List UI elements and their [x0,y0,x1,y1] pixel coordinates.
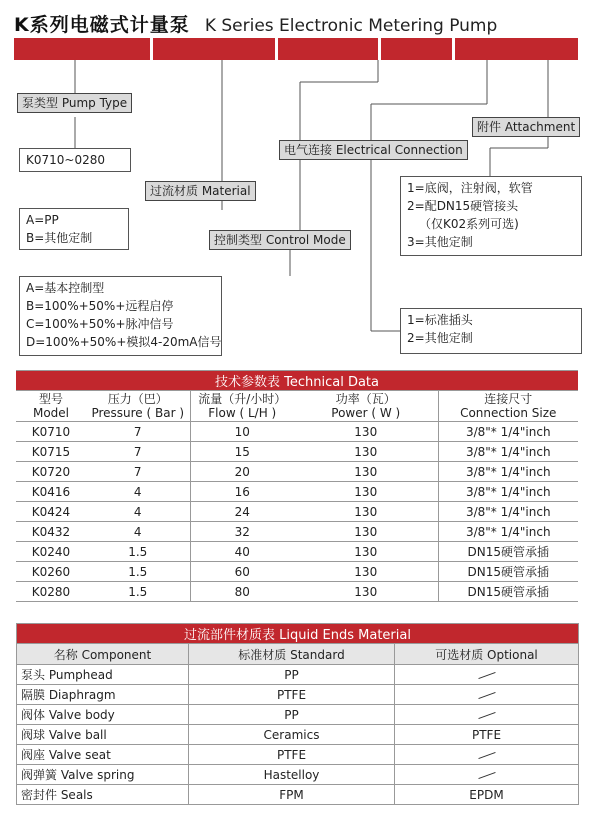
title-zh: K系列电磁式计量泵 [14,14,190,36]
attachment-options [400,176,582,256]
material-option: B=其他定制 [26,231,93,245]
material-option: A=PP [26,213,59,227]
table-row: K0240 1.5 40 130 DN15硬管承插 [16,542,578,562]
table-row: K0260 1.5 60 130 DN15硬管承插 [16,562,578,582]
table-row: K0720 7 20 130 3/8"* 1/4"inch [16,462,578,482]
control-mode-options [19,276,222,356]
column-header: 流量（升/小时） Flow ( L/H ) [190,391,294,422]
control-mode-option: C=100%+50%+脉冲信号 [26,317,174,331]
electrical-label: 电气连接 Electrical Connection [279,140,468,160]
material-table-caption: 过流部件材质表 Liquid Ends Material [17,624,579,644]
attachment-option: 1=底阀，注射阀，软管 [407,181,533,195]
attachment-option: 2=配DN15硬管接头 [407,199,519,213]
not-applicable-slash [395,685,579,705]
electrical-options [400,308,582,354]
table-row: 密封件 Seals FPM EPDM [17,785,579,805]
column-header: 连接尺寸 Connection Size [438,391,578,422]
control-mode-label: 控制类型 Control Mode [209,230,351,250]
table-row: K0424 4 24 130 3/8"* 1/4"inch [16,502,578,522]
table-row: K0715 7 15 130 3/8"* 1/4"inch [16,442,578,462]
control-mode-option: D=100%+50%+模拟4-20mA信号 [26,335,222,349]
attachment-option: （仅K02系列可选) [419,217,519,231]
title-en: K Series Electronic Metering Pump [204,16,498,36]
table-row: 阀体 Valve body PP [17,705,579,725]
material-label: 过流材质 Material [145,181,256,201]
attachment-option: 3=其他定制 [407,235,473,249]
column-header: 型号 Model [16,391,86,422]
column-header: 压力（巴） Pressure ( Bar ) [86,391,190,422]
technical-data-table [16,370,578,602]
technical-data-caption: 技术参数表 Technical Data [16,371,578,391]
column-header: 可选材质 Optional [395,644,579,665]
control-mode-option: B=100%+50%+远程启停 [26,299,174,313]
table-row: K0432 4 32 130 3/8"* 1/4"inch [16,522,578,542]
electrical-option: 1=标准插头 [407,313,473,327]
attachment-label: 附件 Attachment [472,117,580,137]
not-applicable-slash [395,665,579,685]
pump-type-options [19,148,131,172]
table-row: 阀弹簧 Valve spring Hastelloy [17,765,579,785]
table-row: 泵头 Pumphead PP [17,665,579,685]
control-mode-option: A=基本控制型 [26,281,105,295]
table-row: K0710 7 10 130 3/8"* 1/4"inch [16,422,578,442]
not-applicable-slash [395,765,579,785]
liquid-ends-material-table [16,623,579,805]
pump-type-label: 泵类型 Pump Type [17,93,132,113]
column-header: 功率（瓦） Power ( W ) [294,391,438,422]
table-row: 阀球 Valve ball Ceramics PTFE [17,725,579,745]
table-row: K0416 4 16 130 3/8"* 1/4"inch [16,482,578,502]
table-row: K0280 1.5 80 130 DN15硬管承插 [16,582,578,602]
material-options [19,208,129,250]
column-header: 标准材质 Standard [189,644,395,665]
not-applicable-slash [395,745,579,765]
table-row: 阀座 Valve seat PTFE [17,745,579,765]
table-row: 隔膜 Diaphragm PTFE [17,685,579,705]
not-applicable-slash [395,705,579,725]
pump-type-option: K0710~0280 [26,153,106,167]
electrical-option: 2=其他定制 [407,331,473,345]
column-header: 名称 Component [17,644,189,665]
